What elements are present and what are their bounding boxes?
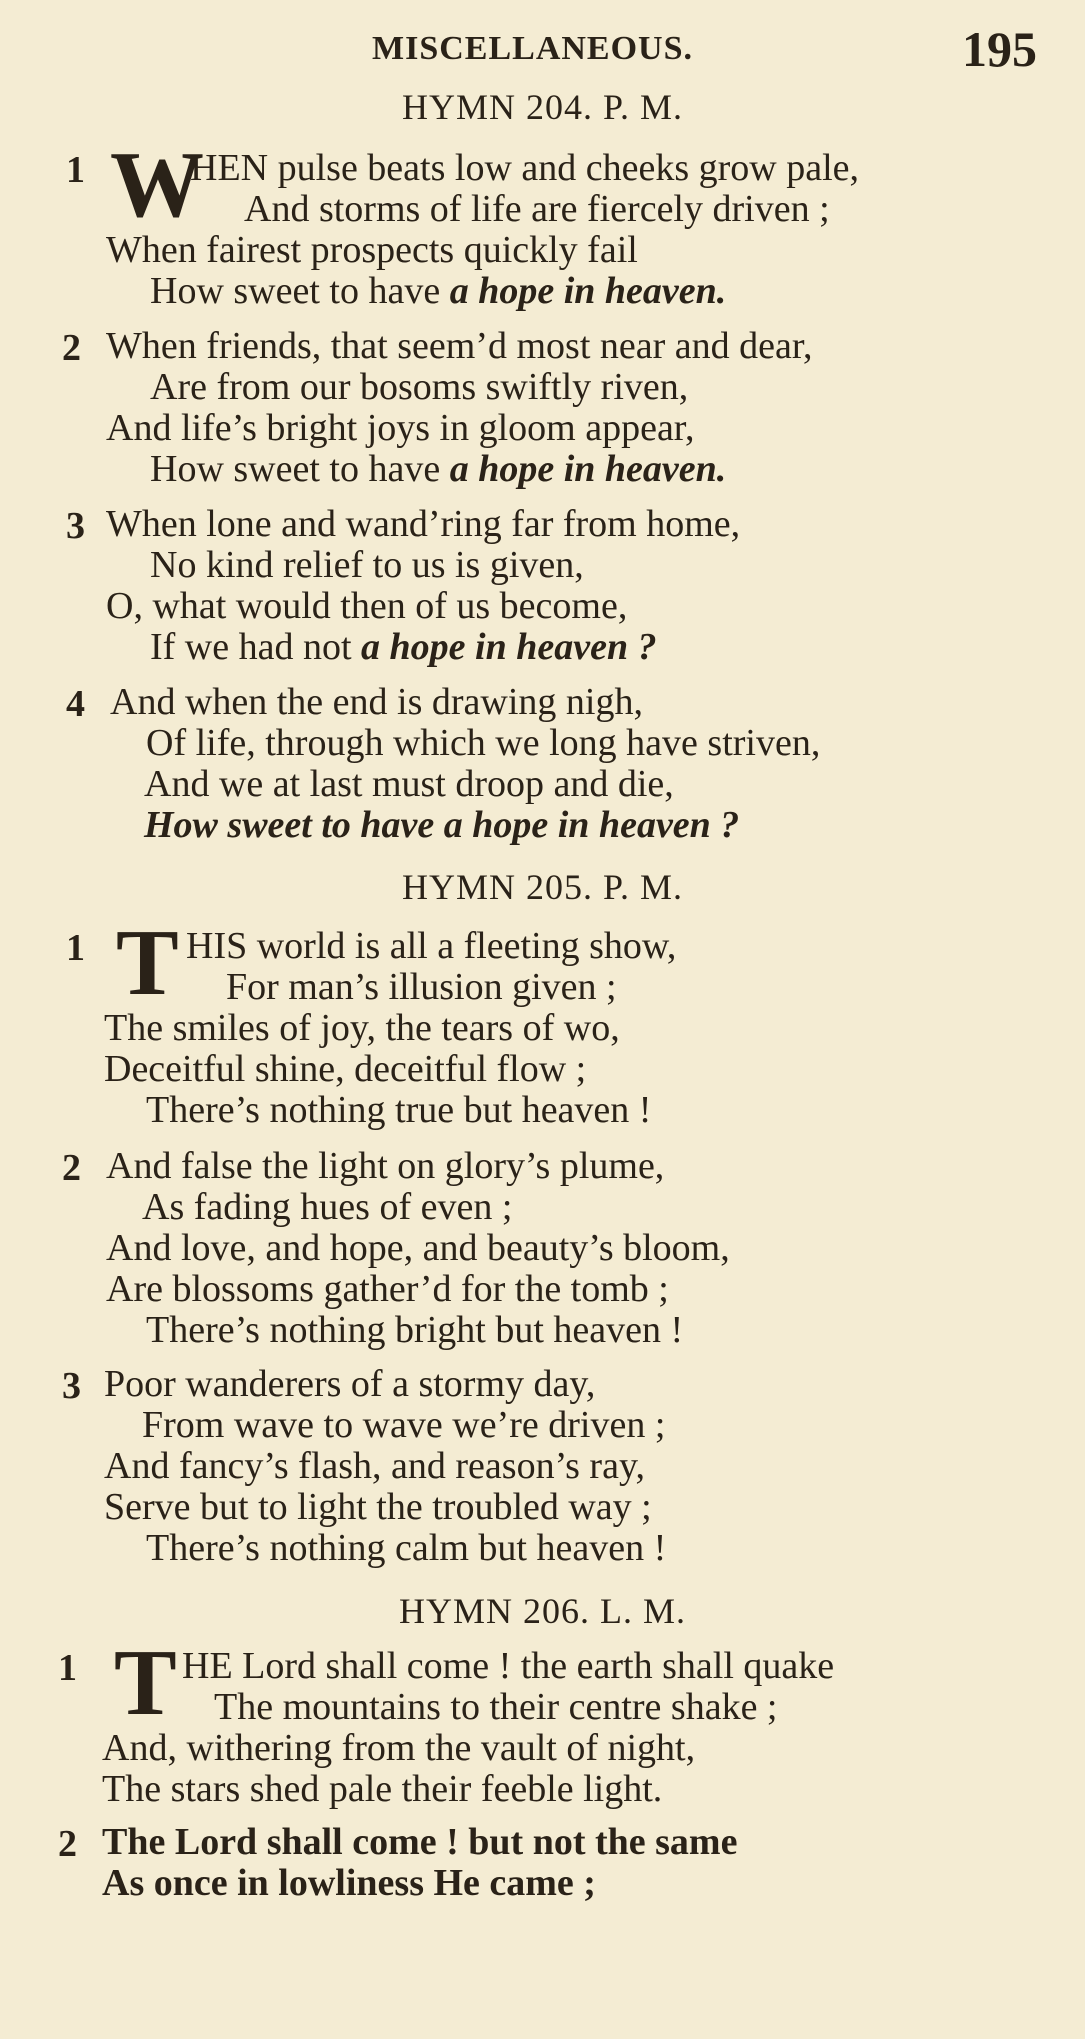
page-header (0, 12, 1085, 77)
verse-text: How sweet to have (150, 270, 450, 312)
drop-cap: T (116, 911, 179, 1015)
verse-line (144, 803, 739, 847)
verse-line: HE Lord shall come ! the earth shall quake (182, 1645, 835, 1687)
verse-line: When fairest prospects quickly fail (106, 229, 638, 271)
verse-line: When friends, that seem’d most near and dear, (106, 325, 813, 367)
running-head: MISCELLANEOUS. (372, 30, 694, 67)
verse-line: Are from our bosoms swiftly riven, (150, 366, 689, 408)
hymn-title: HYMN 206. L. M. (398, 1591, 686, 1631)
drop-cap: W (110, 133, 204, 237)
verse-emphasis: a hope in heaven. (449, 448, 727, 490)
verse-line: The stars shed pale their feeble light. (102, 1768, 663, 1810)
verse-line: And storms of life are fiercely driven ; (244, 188, 830, 230)
stanza-number: 2 (58, 1823, 77, 1865)
hymn-title: HYMN 205. P. M. (401, 867, 684, 907)
verse-line: Deceitful shine, deceitful flow ; (104, 1048, 587, 1090)
verse-text: How sweet to have (150, 448, 450, 490)
verse-line: There’s nothing calm but heaven ! (146, 1527, 667, 1569)
stanza-number: 4 (66, 683, 85, 725)
verse-line: When lone and wand’ring far from home, (106, 503, 741, 545)
verse-line: HIS world is all a fleeting show, (186, 925, 677, 967)
verse-line: And love, and hope, and beauty’s bloom, (106, 1227, 730, 1269)
verse-line (150, 269, 726, 313)
verse-line: No kind relief to us is given, (150, 544, 584, 586)
verse-line: The smiles of joy, the tears of wo, (104, 1007, 620, 1049)
verse-line: Serve but to light the troubled way ; (104, 1486, 652, 1528)
verse-line: The Lord shall come ! but not the same (102, 1821, 738, 1863)
verse-line: And life’s bright joys in gloom appear, (106, 407, 695, 449)
stanza-number: 1 (66, 149, 85, 191)
drop-cap: T (114, 1631, 177, 1735)
verse-line: HEN pulse beats low and cheeks grow pale, (190, 147, 860, 189)
stanza-number: 3 (66, 505, 85, 547)
verse-line (150, 447, 726, 491)
verse-emphasis: a hope in heaven ? (361, 626, 657, 668)
verse-line: As once in lowliness He came ; (102, 1862, 596, 1904)
verse-line: And we at last must droop and die, (144, 763, 674, 805)
verse-line: As fading hues of even ; (142, 1186, 513, 1228)
stanza-number: 3 (62, 1365, 81, 1407)
verse-line: And false the light on glory’s plume, (106, 1145, 665, 1187)
verse-line: The mountains to their centre shake ; (214, 1686, 778, 1728)
stanza-number: 1 (66, 927, 85, 969)
verse-emphasis: a hope in heaven. (449, 270, 727, 312)
verse-line: Of life, through which we long have striven, (146, 722, 821, 764)
verse-line: There’s nothing bright but heaven ! (146, 1309, 684, 1351)
hymn-title: HYMN 204. P. M. (401, 87, 684, 127)
verse-line: And, withering from the vault of night, (102, 1727, 696, 1769)
verse-line: There’s nothing true but heaven ! (146, 1089, 652, 1131)
verse-line: From wave to wave we’re driven ; (142, 1404, 666, 1446)
verse-line: For man’s illusion given ; (226, 966, 617, 1008)
verse-text: If we had not (150, 626, 362, 668)
stanza-number: 1 (58, 1647, 77, 1689)
stanza-number: 2 (62, 327, 81, 369)
verse-line: Poor wanderers of a stormy day, (104, 1363, 596, 1405)
verse-line: Are blossoms gather’d for the tomb ; (106, 1268, 669, 1310)
verse-line: And when the end is drawing nigh, (110, 681, 643, 723)
page-number: 195 (962, 21, 1037, 77)
verse-line: And fancy’s flash, and reason’s ray, (104, 1445, 645, 1487)
verse-line (150, 625, 657, 669)
verse-line: O, what would then of us become, (106, 585, 628, 627)
verse-emphasis: How sweet to have a hope in heaven ? (144, 804, 740, 846)
stanza-number: 2 (62, 1147, 81, 1189)
